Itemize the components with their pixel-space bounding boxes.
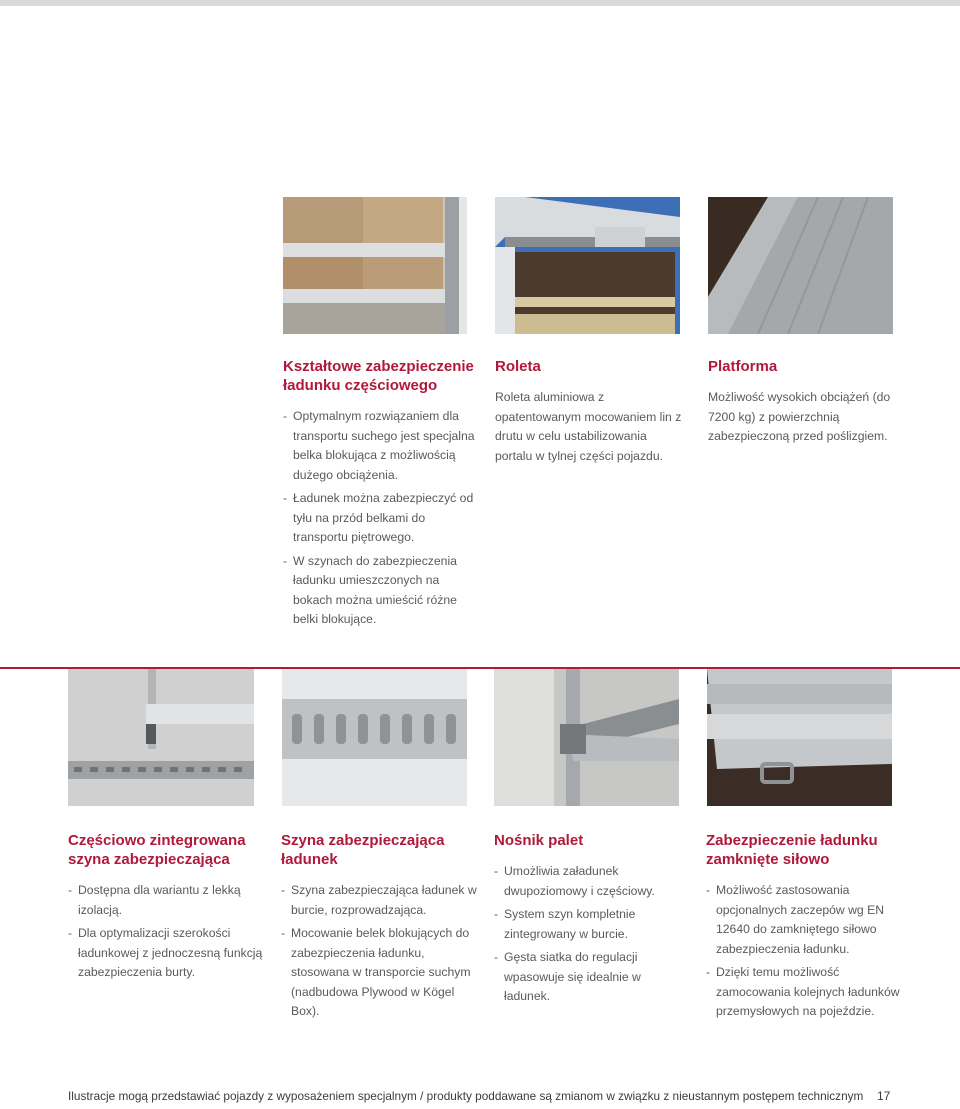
- list-item: - Mocowanie belek blokujących do zabezpieczenia ładunku, stosowana w transporcie suchym (nadbudowa Plywood w Kögel Box).: [281, 926, 471, 1018]
- photo-cargo-lock-beams: [283, 197, 467, 334]
- bullet-list: [283, 407, 478, 630]
- page-number: 17: [877, 1089, 891, 1103]
- list-item: - W szynach do zabezpieczenia ładunku umieszczonych na bokach można umieścić różne belki blokujące.: [283, 553, 457, 626]
- section-text: Możliwość wysokich obciążeń (do 7200 kg) z powierzchnią zabezpieczoną przed poślizgiem.: [708, 390, 891, 443]
- list-item: - Gęsta siatka do regulacji wpasowuje się idealnie w ładunek.: [494, 950, 641, 1003]
- section-text: Roleta aluminiowa z opatentowanym mocowaniem lin z drutu w celu ustabilizowania portalu w tylnej części pojazdu.: [495, 390, 682, 463]
- photo-platform-floor: [708, 197, 893, 334]
- list-item: - Dostępna dla wariantu z lekką izolacją.: [68, 883, 241, 917]
- photo-force-fit-securing: [707, 669, 892, 806]
- section-shaped-cargo-securing: [283, 357, 478, 634]
- list-item: - Dzięki temu możliwość zamocowania kolejnych ładunków przemysłowych na pojeździe.: [706, 965, 900, 1018]
- section-title: Zabezpieczenie ładunku zamknięte siłowo: [706, 832, 878, 868]
- bullet-list: [281, 881, 477, 1022]
- section-title: Częściowo zintegrowana szyna zabezpieczająca: [68, 832, 246, 868]
- top-bar: [0, 0, 960, 6]
- section-integrated-rail: [68, 831, 263, 987]
- list-item: - Dla optymalizacji szerokości ładunkowej z jednoczesną funkcją zabezpieczenia burty.: [68, 926, 263, 979]
- list-item: - Umożliwia załadunek dwupoziomowy i częściowy.: [494, 864, 655, 898]
- bullet-list: [68, 881, 263, 983]
- photo-roller-door: [495, 197, 680, 334]
- section-roller-door: [495, 357, 685, 466]
- photo-pallet-carrier: [494, 669, 679, 806]
- photo-securing-rail: [282, 669, 467, 806]
- section-title: Roleta: [495, 358, 541, 375]
- list-item: - Optymalnym rozwiązaniem dla transportu suchego jest specjalna belka blokująca z możliwością dużego obciążenia.: [283, 409, 475, 482]
- section-title: Nośnik palet: [494, 832, 584, 849]
- section-pallet-carrier: [494, 831, 686, 1011]
- section-title: Kształtowe zabezpieczenie ładunku częściowego: [283, 358, 474, 394]
- section-force-fit-securing: [706, 831, 902, 1026]
- bullet-list: [706, 881, 902, 1022]
- list-item: - Możliwość zastosowania opcjonalnych zaczepów wg EN 12640 do zamkniętego siłowo zabezpieczenia ładunku.: [706, 883, 885, 956]
- section-title: Platforma: [708, 358, 778, 375]
- list-item: - Ładunek można zabezpieczyć od tyłu na przód belkami do transportu piętrowego.: [283, 491, 474, 544]
- list-item: - System szyn kompletnie zintegrowany w burcie.: [494, 907, 636, 941]
- list-item: - Szyna zabezpieczająca ładunek w burcie, rozprowadzająca.: [281, 883, 477, 917]
- photo-integrated-rail: [68, 669, 254, 806]
- section-securing-rail: [281, 831, 477, 1026]
- section-title: Szyna zabezpieczająca ładunek: [281, 832, 445, 868]
- footer-disclaimer: Ilustracje mogą przedstawiać pojazdy z wyposażeniem specjalnym / produkty poddawane są zmianom w związku z nieustannym postępem technicznym: [68, 1089, 864, 1103]
- section-platform: [708, 357, 898, 447]
- bullet-list: [494, 862, 686, 1007]
